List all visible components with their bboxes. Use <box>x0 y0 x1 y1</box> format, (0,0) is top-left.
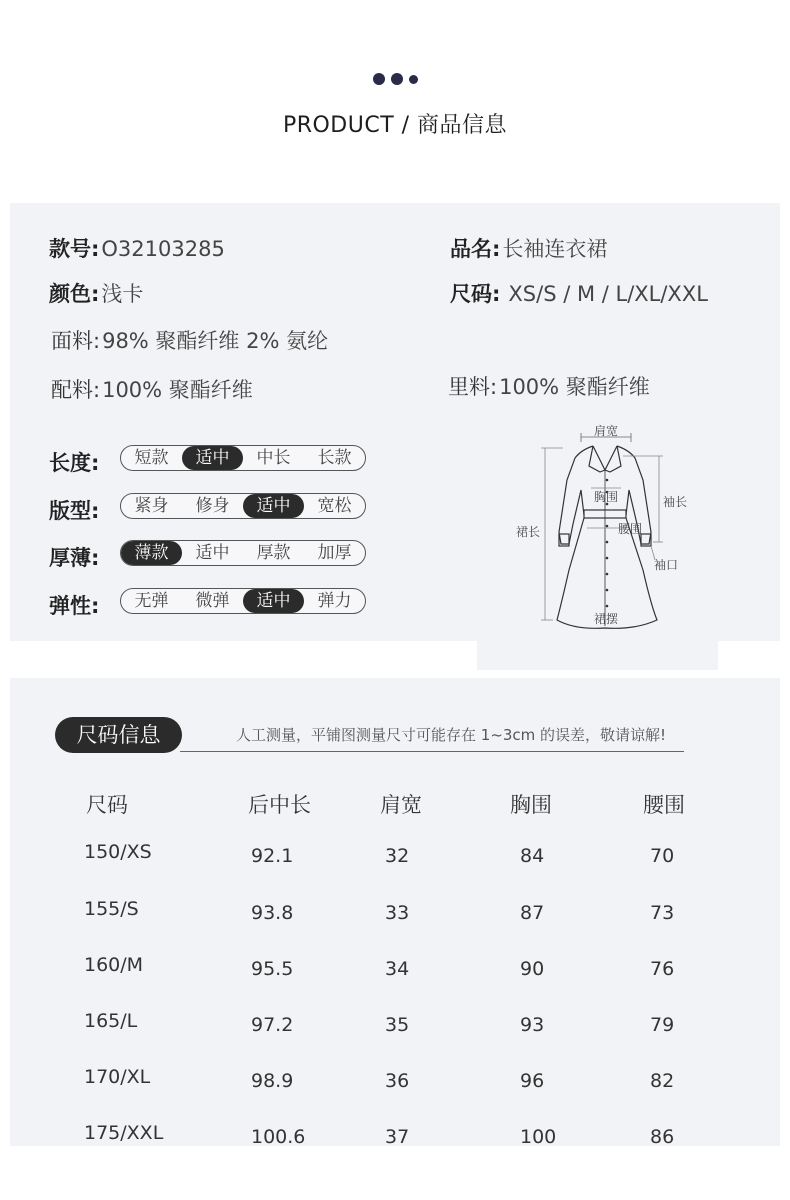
color-field <box>49 278 143 308</box>
thickness-option: 薄款 <box>121 541 182 565</box>
size-label: 尺码: <box>450 282 501 306</box>
column-header-waist: 腰围 <box>643 793 685 817</box>
elasticity-option: 适中 <box>243 589 304 613</box>
style-number-field <box>49 233 225 263</box>
accessory-fabric-label: 配料: <box>51 378 101 402</box>
table-cell: 86 <box>650 1126 675 1148</box>
waist-label: 腰围 <box>618 522 643 536</box>
sleeve-label: 袖长 <box>663 495 688 509</box>
accessory-fabric-value: 100% 聚酯纤维 <box>102 378 253 402</box>
thickness-option: 加厚 <box>317 543 352 563</box>
product-name-field <box>450 233 607 263</box>
elasticity-option: 无弹 <box>134 591 169 611</box>
dress-measurement-diagram <box>505 420 705 632</box>
thickness-scale <box>120 540 366 566</box>
table-cell: 82 <box>650 1070 675 1092</box>
thickness-label: 厚薄: <box>49 546 100 570</box>
column-header-shoulder: 肩宽 <box>380 793 422 817</box>
table-cell: 93 <box>520 1014 545 1036</box>
table-cell: 76 <box>650 958 675 980</box>
product-name-label: 品名: <box>450 237 501 261</box>
table-cell: 33 <box>385 902 410 924</box>
thickness-option: 厚款 <box>256 543 291 563</box>
fabric-label: 面料: <box>51 329 101 353</box>
note-underline <box>180 751 684 752</box>
length-option: 长款 <box>317 448 352 468</box>
table-cell: 165/L <box>84 1010 138 1032</box>
table-cell: 35 <box>385 1014 410 1036</box>
table-cell: 160/M <box>84 954 144 976</box>
length-option: 适中 <box>182 446 243 470</box>
table-cell: 92.1 <box>251 845 294 867</box>
column-header-size: 尺码 <box>86 793 128 817</box>
header-dots <box>373 73 418 85</box>
table-cell: 150/XS <box>84 841 152 863</box>
dot <box>373 73 385 85</box>
lining-field <box>448 371 650 401</box>
table-cell: 84 <box>520 845 545 867</box>
length-option: 短款 <box>134 448 169 468</box>
style-number-value: O32103285 <box>101 237 225 261</box>
product-name-value: 长袖连衣裙 <box>502 237 608 261</box>
table-cell: 32 <box>385 845 410 867</box>
accessory-fabric-field <box>51 374 253 404</box>
column-header-chest: 胸围 <box>510 793 552 817</box>
table-cell: 79 <box>650 1014 675 1036</box>
table-cell: 175/XXL <box>84 1122 164 1144</box>
fit-scale <box>120 493 366 519</box>
dot <box>391 73 403 85</box>
fit-option: 紧身 <box>134 496 169 516</box>
table-cell: 93.8 <box>251 902 294 924</box>
table-cell: 170/XL <box>84 1066 151 1088</box>
thickness-option: 适中 <box>195 543 230 563</box>
table-cell: 37 <box>385 1126 410 1148</box>
page-title: PRODUCT / 商品信息 <box>282 113 508 138</box>
color-value: 浅卡 <box>101 282 144 306</box>
elasticity-option: 微弹 <box>195 591 230 611</box>
measurement-note: 人工测量，平铺图测量尺寸可能存在 1~3cm 的误差，敬请谅解! <box>236 726 667 744</box>
elasticity-option: 弹力 <box>317 591 352 611</box>
fit-option: 适中 <box>243 494 304 518</box>
size-field <box>450 278 708 308</box>
length-option: 中长 <box>256 448 291 468</box>
table-cell: 73 <box>650 902 675 924</box>
table-cell: 36 <box>385 1070 410 1092</box>
table-cell: 155/S <box>84 898 139 920</box>
fabric-field <box>51 325 328 355</box>
table-cell: 98.9 <box>251 1070 294 1092</box>
table-cell: 97.2 <box>251 1014 294 1036</box>
diagram-panel-extension <box>477 638 718 670</box>
hem-label: 裙摆 <box>594 612 619 626</box>
fabric-value: 98% 聚酯纤维 2% 氨纶 <box>102 329 329 353</box>
fit-label: 版型: <box>49 499 100 523</box>
elasticity-scale <box>120 588 366 614</box>
length-measure-label: 裙长 <box>516 525 541 539</box>
color-label: 颜色: <box>49 282 100 306</box>
chest-label: 胸围 <box>594 490 619 504</box>
column-header-back-length: 后中长 <box>248 793 311 817</box>
table-cell: 100.6 <box>251 1126 306 1148</box>
fit-option: 修身 <box>195 496 230 516</box>
lining-label: 里料: <box>448 375 498 399</box>
length-scale <box>120 445 366 471</box>
table-cell: 87 <box>520 902 545 924</box>
table-cell: 70 <box>650 845 675 867</box>
size-info-badge: 尺码信息 <box>55 717 182 753</box>
cuff-label: 袖口 <box>654 558 679 572</box>
fit-option: 宽松 <box>317 496 352 516</box>
lining-value: 100% 聚酯纤维 <box>499 375 650 399</box>
table-cell: 95.5 <box>251 958 294 980</box>
table-cell: 90 <box>520 958 545 980</box>
dot <box>409 75 418 84</box>
table-cell: 100 <box>520 1126 557 1148</box>
size-value: XS/S / M / L/XL/XXL <box>508 282 708 306</box>
length-label: 长度: <box>49 451 100 475</box>
table-cell: 34 <box>385 958 410 980</box>
elasticity-label: 弹性: <box>49 594 100 618</box>
style-number-label: 款号: <box>49 237 100 261</box>
table-cell: 96 <box>520 1070 545 1092</box>
shoulder-label: 肩宽 <box>594 424 619 438</box>
